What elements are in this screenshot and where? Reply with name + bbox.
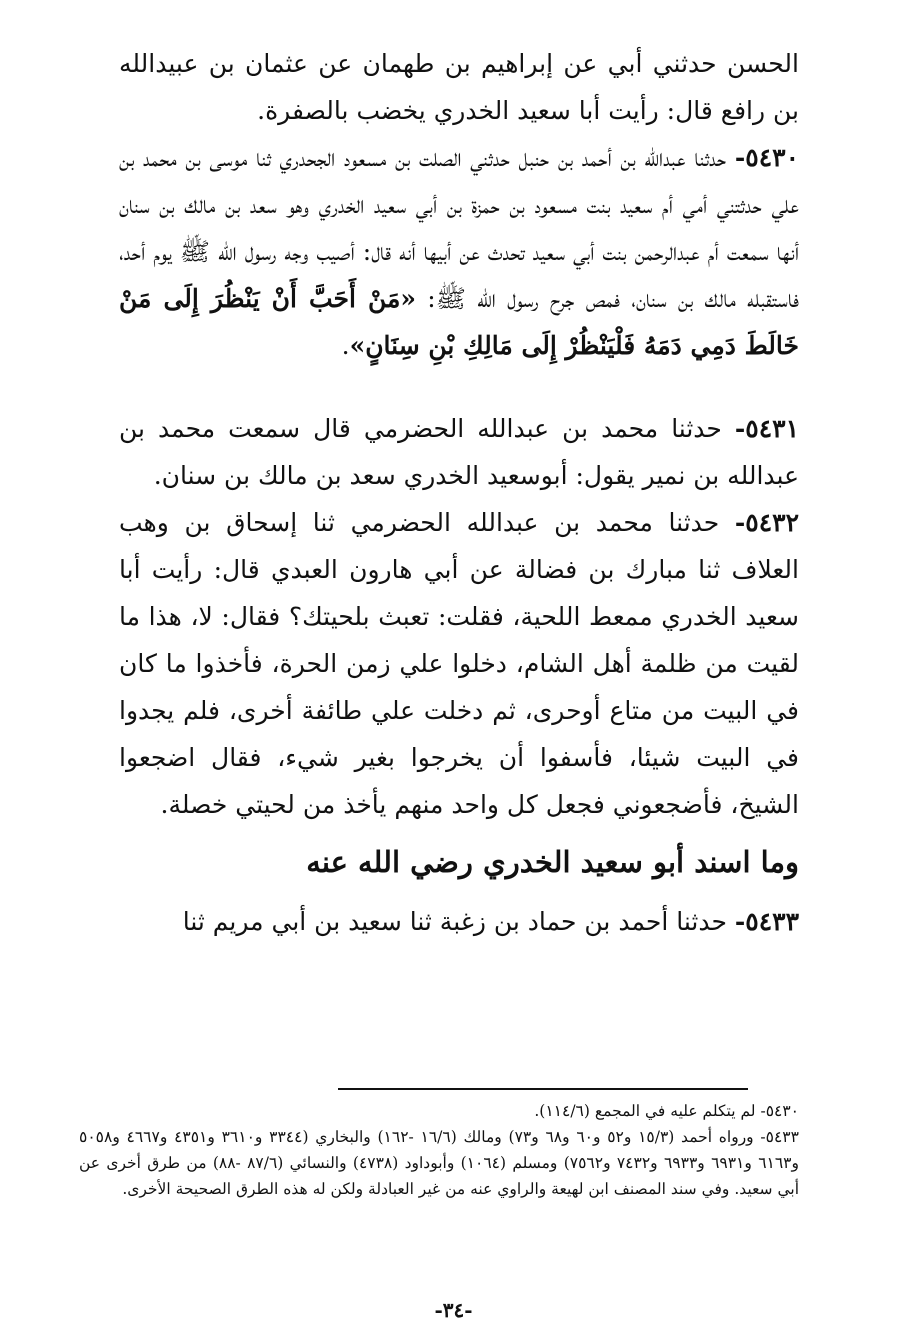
hadith-text: حدثنا أحمد بن حماد بن زغبة ثنا سعيد بن أبي مريم ثنا bbox=[182, 907, 735, 936]
hadith-5433 bbox=[119, 898, 799, 945]
paragraph-continued: الحسن حدثني أبي عن إبراهيم بن طهمان عن عثمان بن عبيدالله بن رافع قال: رأيت أبا سعيد الخدري يخضب بالصفرة. bbox=[119, 49, 799, 125]
footnote-5433: ٥٤٣٣- ورواه أحمد (١٥/٣ و٥٢ و٦٠ و٦٨ و٧٣) ومالك (١٦/٦ -١٦٢) والبخاري (٣٣٤٤ و٣٦١٠ و٤٣٥١ و٤٦٦٧ و٥٠٥٨ و٦١٦٣ و٦٩٣١ و٦٩٣٣ و٧٤٣٢ و٧٥٦٢) ومسلم (١٠٦٤) وأبوداود (٤٧٣٨) والنسائي (٨٧/٦ -٨٨) من طرق أخرى عن أبي سعيد. وفي سند المصنف ابن لهيعة والراوي عنه من غير العبادلة ولكن له هذه الطرق الصحيحة الأخرى. bbox=[79, 1128, 799, 1198]
hadith-text: حدثنا محمد بن عبدالله الحضرمي ثنا إسحاق بن وهب العلاف ثنا مبارك بن فضالة عن أبي هارون العبدي قال: رأيت أبا سعيد الخدري ممعط اللحية، فقلت: تعبث بلحيتك؟ فقال: لا، هذا ما لقيت من ظلمة أهل الشام، دخلوا علي زمن الحرة، فأخذوا ما كان في البيت من متاع أوحرى، ثم دخلت علي طائفة أخرى، فلم يجدوا في البيت شيئا، فأسفوا أن يخرجوا بغير شيء، فقال اضجعوا الشيخ، فأضجعوني فجعل كل واحد منهم يأخذ من لحيتي خصلة. bbox=[119, 508, 799, 819]
hadith-5432 bbox=[119, 499, 799, 828]
main-text bbox=[119, 40, 799, 945]
hadith-number: ٥٤٣٣- bbox=[734, 907, 799, 936]
hadith-end: . bbox=[341, 331, 350, 360]
page-number: -٣٤- bbox=[434, 1298, 473, 1322]
hadith-5431 bbox=[119, 405, 799, 499]
hadith-text: حدثنا محمد بن عبدالله الحضرمي قال سمعت محمد بن عبدالله بن نمير يقول: أبوسعيد الخدري سعد بن مالك بن سنان. bbox=[119, 414, 799, 490]
hadith-number: ٥٤٣١- bbox=[734, 414, 799, 443]
spacer bbox=[119, 369, 799, 405]
footnote-5430: ٥٤٣٠- لم يتكلم عليه في المجمع (١١٤/٦). bbox=[534, 1102, 799, 1120]
footnotes bbox=[79, 1098, 799, 1202]
footnote-divider bbox=[338, 1088, 748, 1090]
hadith-quote: «مَنْ أَحَبَّ أَنْ يَنْظُرَ إِلَى مَنْ خَالَطَ دَمِي دَمَهُ فَلْيَنْظُرْ إِلَى مَالِكِ بْنِ سِنَانٍ» bbox=[119, 284, 799, 360]
hadith-number: ٥٤٣٢- bbox=[734, 508, 799, 537]
section-heading: وما اسند أبو سعيد الخدري رضي الله عنه bbox=[306, 845, 799, 879]
hadith-number: ٥٤٣٠- bbox=[734, 143, 799, 172]
hadith-text: حدثنا عبدالله بن أحمد بن حنبل حدثني الصلت بن مسعود الجحدري ثنا موسى بن محمد بن علي حدثتني أمي أم سعيد بنت مسعود بن حمزة بن أبي سعيد الخدري وهو سعد بن مالك بن سنان أنها سمعت أم عبدالرحمن بنت أبي سعيد تحدث عن أبيها أنه قال: أصيب وجه رسول الله ﷺ يوم أحد، فاستقبله مالك بن سنان، فمص جرح رسول الله ﷺ: bbox=[119, 143, 799, 313]
hadith-5430 bbox=[119, 134, 799, 369]
